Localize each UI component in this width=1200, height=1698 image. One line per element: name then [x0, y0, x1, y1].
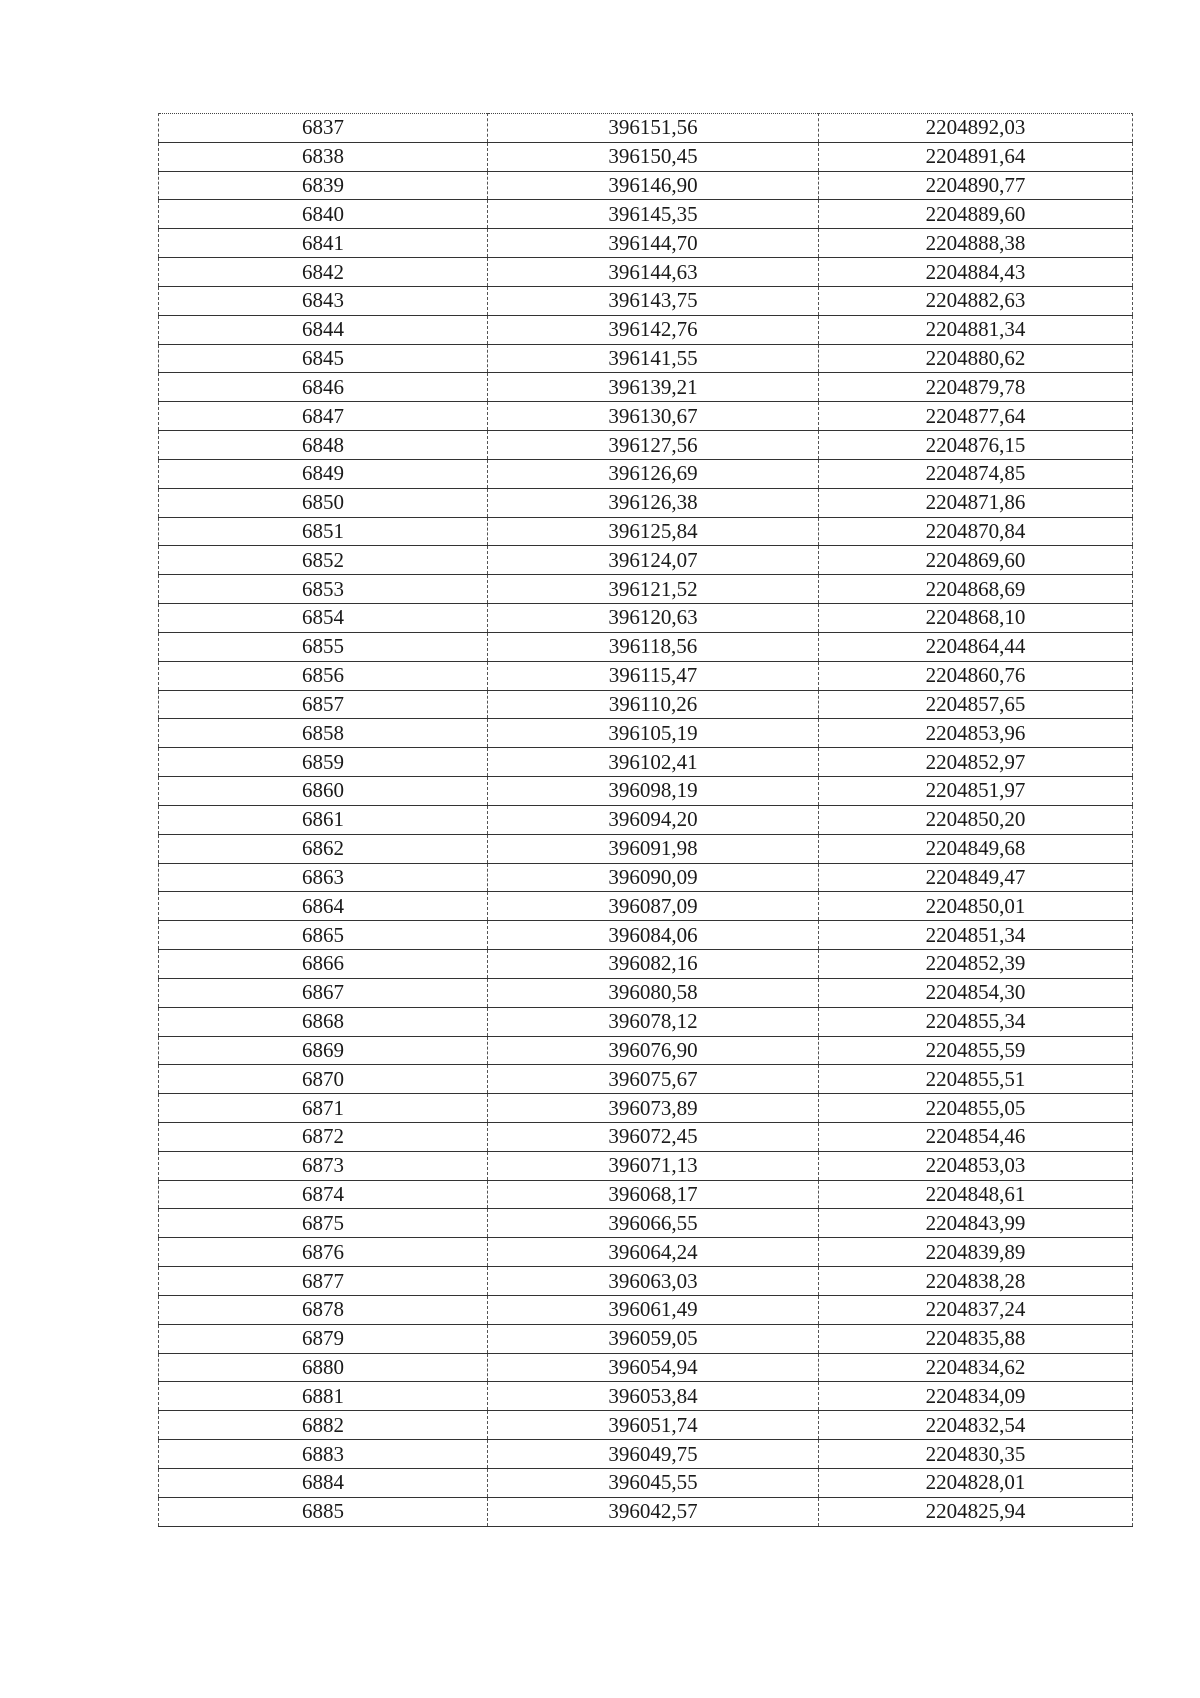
- table-row: [159, 1007, 1133, 1036]
- x-coordinate-cell: 396146,90: [488, 171, 819, 200]
- table-row: [159, 1122, 1133, 1151]
- y-coordinate-cell: 2204879,78: [819, 373, 1133, 402]
- point-number-cell: 6842: [159, 258, 488, 287]
- table-row: [159, 517, 1133, 546]
- y-coordinate-cell: 2204853,03: [819, 1151, 1133, 1180]
- point-number-cell: 6877: [159, 1267, 488, 1296]
- y-coordinate-cell: 2204868,69: [819, 575, 1133, 604]
- y-coordinate-cell: 2204853,96: [819, 719, 1133, 748]
- x-coordinate-cell: 396121,52: [488, 575, 819, 604]
- x-coordinate-cell: 396049,75: [488, 1440, 819, 1469]
- y-coordinate-cell: 2204855,34: [819, 1007, 1133, 1036]
- x-coordinate-cell: 396082,16: [488, 950, 819, 979]
- point-number-cell: 6871: [159, 1094, 488, 1123]
- table-row: [159, 921, 1133, 950]
- table-row: [159, 1238, 1133, 1267]
- y-coordinate-cell: 2204877,64: [819, 402, 1133, 431]
- y-coordinate-cell: 2204849,47: [819, 863, 1133, 892]
- table-row: [159, 834, 1133, 863]
- y-coordinate-cell: 2204881,34: [819, 315, 1133, 344]
- point-number-cell: 6850: [159, 488, 488, 517]
- table-row: [159, 1180, 1133, 1209]
- y-coordinate-cell: 2204874,85: [819, 459, 1133, 488]
- y-coordinate-cell: 2204849,68: [819, 834, 1133, 863]
- y-coordinate-cell: 2204834,09: [819, 1382, 1133, 1411]
- point-number-cell: 6873: [159, 1151, 488, 1180]
- point-number-cell: 6875: [159, 1209, 488, 1238]
- y-coordinate-cell: 2204838,28: [819, 1267, 1133, 1296]
- y-coordinate-cell: 2204891,64: [819, 142, 1133, 171]
- point-number-cell: 6853: [159, 575, 488, 604]
- point-number-cell: 6852: [159, 546, 488, 575]
- point-number-cell: 6856: [159, 661, 488, 690]
- point-number-cell: 6851: [159, 517, 488, 546]
- point-number-cell: 6860: [159, 777, 488, 806]
- y-coordinate-cell: 2204876,15: [819, 431, 1133, 460]
- x-coordinate-cell: 396143,75: [488, 286, 819, 315]
- y-coordinate-cell: 2204825,94: [819, 1497, 1133, 1526]
- table-row: [159, 805, 1133, 834]
- table-row: [159, 488, 1133, 517]
- x-coordinate-cell: 396110,26: [488, 690, 819, 719]
- y-coordinate-cell: 2204855,51: [819, 1065, 1133, 1094]
- point-number-cell: 6839: [159, 171, 488, 200]
- point-number-cell: 6847: [159, 402, 488, 431]
- y-coordinate-cell: 2204882,63: [819, 286, 1133, 315]
- point-number-cell: 6866: [159, 950, 488, 979]
- coordinates-table: [158, 113, 1133, 1527]
- y-coordinate-cell: 2204834,62: [819, 1353, 1133, 1382]
- table-row: [159, 863, 1133, 892]
- y-coordinate-cell: 2204889,60: [819, 200, 1133, 229]
- y-coordinate-cell: 2204884,43: [819, 258, 1133, 287]
- y-coordinate-cell: 2204852,39: [819, 950, 1133, 979]
- point-number-cell: 6840: [159, 200, 488, 229]
- table-row: [159, 431, 1133, 460]
- y-coordinate-cell: 2204835,88: [819, 1324, 1133, 1353]
- x-coordinate-cell: 396061,49: [488, 1295, 819, 1324]
- point-number-cell: 6855: [159, 632, 488, 661]
- table-row: [159, 344, 1133, 373]
- x-coordinate-cell: 396127,56: [488, 431, 819, 460]
- x-coordinate-cell: 396068,17: [488, 1180, 819, 1209]
- y-coordinate-cell: 2204860,76: [819, 661, 1133, 690]
- table-row: [159, 459, 1133, 488]
- point-number-cell: 6838: [159, 142, 488, 171]
- x-coordinate-cell: 396059,05: [488, 1324, 819, 1353]
- table-row: [159, 229, 1133, 258]
- point-number-cell: 6861: [159, 805, 488, 834]
- y-coordinate-cell: 2204869,60: [819, 546, 1133, 575]
- point-number-cell: 6867: [159, 978, 488, 1007]
- point-number-cell: 6848: [159, 431, 488, 460]
- table-row: [159, 777, 1133, 806]
- table-row: [159, 1267, 1133, 1296]
- x-coordinate-cell: 396105,19: [488, 719, 819, 748]
- x-coordinate-cell: 396071,13: [488, 1151, 819, 1180]
- y-coordinate-cell: 2204850,01: [819, 892, 1133, 921]
- y-coordinate-cell: 2204868,10: [819, 604, 1133, 633]
- x-coordinate-cell: 396087,09: [488, 892, 819, 921]
- point-number-cell: 6879: [159, 1324, 488, 1353]
- point-number-cell: 6844: [159, 315, 488, 344]
- point-number-cell: 6864: [159, 892, 488, 921]
- point-number-cell: 6846: [159, 373, 488, 402]
- y-coordinate-cell: 2204871,86: [819, 488, 1133, 517]
- x-coordinate-cell: 396091,98: [488, 834, 819, 863]
- table-row: [159, 171, 1133, 200]
- y-coordinate-cell: 2204832,54: [819, 1411, 1133, 1440]
- table-row: [159, 950, 1133, 979]
- table-row: [159, 142, 1133, 171]
- x-coordinate-cell: 396072,45: [488, 1122, 819, 1151]
- y-coordinate-cell: 2204828,01: [819, 1468, 1133, 1497]
- x-coordinate-cell: 396145,35: [488, 200, 819, 229]
- table-row: [159, 1209, 1133, 1238]
- x-coordinate-cell: 396126,38: [488, 488, 819, 517]
- table-row: [159, 719, 1133, 748]
- table-row: [159, 978, 1133, 1007]
- x-coordinate-cell: 396053,84: [488, 1382, 819, 1411]
- y-coordinate-cell: 2204851,97: [819, 777, 1133, 806]
- x-coordinate-cell: 396144,70: [488, 229, 819, 258]
- table-row: [159, 1353, 1133, 1382]
- table-row: [159, 200, 1133, 229]
- x-coordinate-cell: 396142,76: [488, 315, 819, 344]
- table-row: [159, 114, 1133, 143]
- x-coordinate-cell: 396151,56: [488, 114, 819, 143]
- x-coordinate-cell: 396073,89: [488, 1094, 819, 1123]
- table-row: [159, 286, 1133, 315]
- table-row: [159, 1295, 1133, 1324]
- point-number-cell: 6872: [159, 1122, 488, 1151]
- point-number-cell: 6843: [159, 286, 488, 315]
- y-coordinate-cell: 2204850,20: [819, 805, 1133, 834]
- x-coordinate-cell: 396078,12: [488, 1007, 819, 1036]
- x-coordinate-cell: 396118,56: [488, 632, 819, 661]
- y-coordinate-cell: 2204892,03: [819, 114, 1133, 143]
- y-coordinate-cell: 2204852,97: [819, 748, 1133, 777]
- y-coordinate-cell: 2204837,24: [819, 1295, 1133, 1324]
- point-number-cell: 6878: [159, 1295, 488, 1324]
- table-row: [159, 1411, 1133, 1440]
- y-coordinate-cell: 2204870,84: [819, 517, 1133, 546]
- x-coordinate-cell: 396139,21: [488, 373, 819, 402]
- point-number-cell: 6858: [159, 719, 488, 748]
- x-coordinate-cell: 396098,19: [488, 777, 819, 806]
- table-row: [159, 1440, 1133, 1469]
- x-coordinate-cell: 396064,24: [488, 1238, 819, 1267]
- x-coordinate-cell: 396042,57: [488, 1497, 819, 1526]
- table-row: [159, 1151, 1133, 1180]
- y-coordinate-cell: 2204854,46: [819, 1122, 1133, 1151]
- x-coordinate-cell: 396144,63: [488, 258, 819, 287]
- y-coordinate-cell: 2204888,38: [819, 229, 1133, 258]
- point-number-cell: 6854: [159, 604, 488, 633]
- table-row: [159, 892, 1133, 921]
- x-coordinate-cell: 396054,94: [488, 1353, 819, 1382]
- y-coordinate-cell: 2204855,59: [819, 1036, 1133, 1065]
- x-coordinate-cell: 396066,55: [488, 1209, 819, 1238]
- point-number-cell: 6859: [159, 748, 488, 777]
- table-row: [159, 1036, 1133, 1065]
- point-number-cell: 6870: [159, 1065, 488, 1094]
- x-coordinate-cell: 396130,67: [488, 402, 819, 431]
- point-number-cell: 6845: [159, 344, 488, 373]
- point-number-cell: 6884: [159, 1468, 488, 1497]
- y-coordinate-cell: 2204830,35: [819, 1440, 1133, 1469]
- point-number-cell: 6882: [159, 1411, 488, 1440]
- coordinates-table-body: [159, 114, 1133, 1527]
- table-row: [159, 748, 1133, 777]
- table-row: [159, 373, 1133, 402]
- x-coordinate-cell: 396080,58: [488, 978, 819, 1007]
- table-row: [159, 604, 1133, 633]
- x-coordinate-cell: 396150,45: [488, 142, 819, 171]
- point-number-cell: 6885: [159, 1497, 488, 1526]
- y-coordinate-cell: 2204890,77: [819, 171, 1133, 200]
- point-number-cell: 6876: [159, 1238, 488, 1267]
- table-row: [159, 661, 1133, 690]
- x-coordinate-cell: 396102,41: [488, 748, 819, 777]
- table-row: [159, 690, 1133, 719]
- table-row: [159, 1065, 1133, 1094]
- y-coordinate-cell: 2204880,62: [819, 344, 1133, 373]
- point-number-cell: 6862: [159, 834, 488, 863]
- table-row: [159, 258, 1133, 287]
- y-coordinate-cell: 2204854,30: [819, 978, 1133, 1007]
- x-coordinate-cell: 396045,55: [488, 1468, 819, 1497]
- x-coordinate-cell: 396141,55: [488, 344, 819, 373]
- table-row: [159, 315, 1133, 344]
- point-number-cell: 6841: [159, 229, 488, 258]
- point-number-cell: 6865: [159, 921, 488, 950]
- table-row: [159, 575, 1133, 604]
- x-coordinate-cell: 396125,84: [488, 517, 819, 546]
- x-coordinate-cell: 396115,47: [488, 661, 819, 690]
- y-coordinate-cell: 2204855,05: [819, 1094, 1133, 1123]
- y-coordinate-cell: 2204851,34: [819, 921, 1133, 950]
- point-number-cell: 6849: [159, 459, 488, 488]
- x-coordinate-cell: 396126,69: [488, 459, 819, 488]
- x-coordinate-cell: 396124,07: [488, 546, 819, 575]
- y-coordinate-cell: 2204839,89: [819, 1238, 1133, 1267]
- x-coordinate-cell: 396094,20: [488, 805, 819, 834]
- table-row: [159, 1468, 1133, 1497]
- y-coordinate-cell: 2204857,65: [819, 690, 1133, 719]
- x-coordinate-cell: 396120,63: [488, 604, 819, 633]
- point-number-cell: 6883: [159, 1440, 488, 1469]
- point-number-cell: 6863: [159, 863, 488, 892]
- table-row: [159, 1324, 1133, 1353]
- point-number-cell: 6837: [159, 114, 488, 143]
- y-coordinate-cell: 2204843,99: [819, 1209, 1133, 1238]
- point-number-cell: 6868: [159, 1007, 488, 1036]
- x-coordinate-cell: 396051,74: [488, 1411, 819, 1440]
- point-number-cell: 6874: [159, 1180, 488, 1209]
- table-row: [159, 402, 1133, 431]
- x-coordinate-cell: 396084,06: [488, 921, 819, 950]
- point-number-cell: 6880: [159, 1353, 488, 1382]
- point-number-cell: 6857: [159, 690, 488, 719]
- table-row: [159, 632, 1133, 661]
- x-coordinate-cell: 396063,03: [488, 1267, 819, 1296]
- table-row: [159, 1382, 1133, 1411]
- x-coordinate-cell: 396076,90: [488, 1036, 819, 1065]
- table-row: [159, 1094, 1133, 1123]
- table-row: [159, 546, 1133, 575]
- x-coordinate-cell: 396090,09: [488, 863, 819, 892]
- x-coordinate-cell: 396075,67: [488, 1065, 819, 1094]
- point-number-cell: 6869: [159, 1036, 488, 1065]
- table-row: [159, 1497, 1133, 1526]
- point-number-cell: 6881: [159, 1382, 488, 1411]
- y-coordinate-cell: 2204864,44: [819, 632, 1133, 661]
- y-coordinate-cell: 2204848,61: [819, 1180, 1133, 1209]
